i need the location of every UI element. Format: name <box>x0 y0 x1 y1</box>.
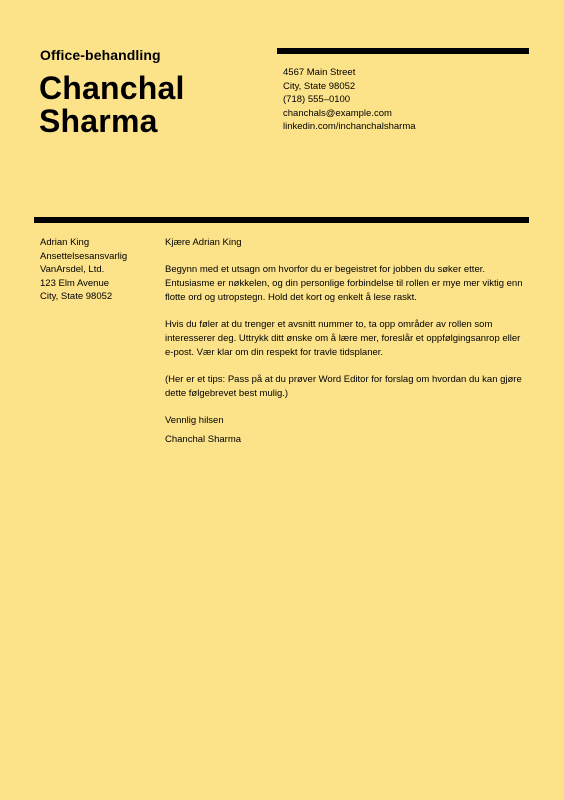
sender-phone: (718) 555–0100 <box>283 94 351 106</box>
sender-city-state: City, State 98052 <box>283 80 356 92</box>
recipient-name: Adrian King <box>40 237 90 248</box>
section-divider <box>34 217 529 223</box>
letter-paragraph-1: Begynn med et utsagn om hvorfor du er begeistret for jobben du søker etter. Entusiasme er nøkkelen, og din personlige forbindelse til rollen er mye mer viktig enn flotte ord og utropstegn. Hold det kort og enkelt å lese raskt. <box>165 264 523 303</box>
header-divider <box>277 48 529 54</box>
letter-paragraph-2: Hvis du føler at du trenger et avsnitt nummer to, ta opp områder av rollen som interesserer deg. Uttrykk ditt ønske om å lære mer, foreslår et oppfølgingsanrop eller e-post. Vær klar om din respekt for travle tidsplaner. <box>165 319 521 358</box>
sender-email: chanchals@example.com <box>283 107 392 119</box>
letter-salutation: Kjære Adrian King <box>165 237 242 248</box>
sender-address: 4567 Main Street <box>283 67 356 78</box>
sender-last-name: Sharma <box>39 103 158 139</box>
sender-contact-block <box>283 66 416 134</box>
recipient-company: VanArsdel, Ltd. <box>40 264 105 276</box>
sender-name <box>39 72 185 138</box>
sender-linkedin: linkedin.com/inchanchalsharma <box>283 121 416 133</box>
recipient-title: Ansettelsesansvarlig <box>40 250 128 262</box>
letter-closing: Vennlig hilsen <box>165 415 224 426</box>
letter-paragraph-3: (Her er et tips: Pass på at du prøver Word Editor for forslag om hvordan du kan gjøre dette følgebrevet best mulig.) <box>165 374 522 399</box>
recipient-block <box>40 236 127 304</box>
letter-signature: Chanchal Sharma <box>165 434 242 445</box>
job-title: Office-behandling <box>40 47 161 63</box>
letter-body <box>165 236 527 447</box>
sender-first-name: Chanchal <box>39 70 185 106</box>
recipient-city-state: City, State 98052 <box>40 291 113 303</box>
recipient-address: 123 Elm Avenue <box>40 277 110 289</box>
